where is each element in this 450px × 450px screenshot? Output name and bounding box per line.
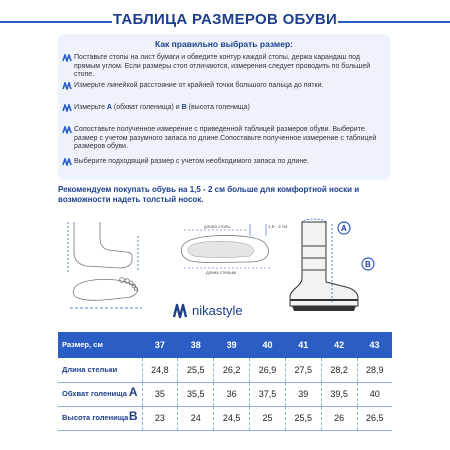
table-row: [58, 358, 392, 382]
nikastyle-logo-icon: [62, 104, 72, 112]
size-cell: 42: [321, 332, 357, 358]
table-cell: 35,5: [178, 382, 214, 406]
table-row: [58, 406, 392, 430]
table-cell: 26,9: [250, 358, 286, 382]
guide-rule-4: [74, 126, 384, 152]
table-cell: 28,9: [357, 358, 392, 382]
size-cell: 39: [214, 332, 250, 358]
foot-measure-illustration: [62, 216, 162, 316]
boot-letter-b: В: [365, 260, 371, 269]
nikastyle-logo-icon: [62, 54, 72, 62]
guide-rule-2: [74, 82, 384, 91]
row-label: [58, 406, 142, 430]
table-cell: 37,5: [250, 382, 286, 406]
row-label-text: Обхват голенища: [62, 389, 127, 398]
guide-rule-1: [74, 54, 384, 80]
table-cell: 26,5: [357, 406, 392, 430]
nikastyle-logo-icon: [62, 158, 72, 166]
table-cell: 40: [357, 382, 392, 406]
guide-rule-text-post: (высота голенища): [186, 104, 250, 111]
guide-rule-text: Сопоставьте полученное измерение с приведенной таблицей размеров обуви. Выберите размер с учетом разумного запаса по длине.Сопоставьте полученное измерение с таблицей размеров обуви.: [74, 126, 377, 151]
guide-rule-text-pre: Измерьте: [74, 104, 107, 111]
table-cell: 27,5: [285, 358, 321, 382]
size-cell: 37: [142, 332, 178, 358]
guide-rule-text: Выберите подходящий размер с учетом необходимого запаса по длине.: [74, 158, 310, 165]
table-cell: 39,5: [321, 382, 357, 406]
insole-top-label: длина стопы: [204, 224, 231, 229]
row-label-text: Высота голенища: [62, 413, 129, 422]
size-cell: 38: [178, 332, 214, 358]
insole-measure-illustration: [174, 216, 294, 316]
row-letter: А: [128, 384, 138, 399]
guide-rule-5: [74, 158, 384, 167]
table-cell: 23: [142, 406, 178, 430]
brand-name: nikastyle: [192, 303, 243, 318]
guide-subtitle: Как правильно выбрать размер:: [155, 39, 293, 49]
table-cell: 28,2: [321, 358, 357, 382]
brand-logo: [172, 302, 312, 320]
table-cell: 25,5: [285, 406, 321, 430]
guide-rule-3: [74, 104, 384, 113]
table-cell: 24: [178, 406, 214, 430]
table-cell: 35: [142, 382, 178, 406]
guide-card: [58, 34, 390, 180]
size-cell: 40: [250, 332, 286, 358]
measure-b-letter: В: [181, 104, 187, 111]
row-label: [58, 382, 142, 406]
guide-rule-text-mid: (обхват голенища) и: [111, 104, 182, 111]
table-cell: 24,5: [214, 406, 250, 430]
table-cell: 25,5: [178, 358, 214, 382]
insole-bottom-label: длина стельки: [206, 270, 237, 275]
row-label: [58, 358, 142, 382]
measure-a-letter: А: [106, 104, 112, 111]
allowance-label: 1,5 - 2 см: [268, 224, 288, 229]
row-letter: В: [128, 408, 138, 423]
table-cell: 24,8: [142, 358, 178, 382]
table-cell: 39: [285, 382, 321, 406]
table-row: [58, 382, 392, 406]
size-cell: 41: [285, 332, 321, 358]
boot-letter-a: А: [341, 224, 347, 233]
row-label-text: Длина стельки: [62, 364, 118, 374]
table-cell: 36: [214, 382, 250, 406]
table-cell: 25: [250, 406, 286, 430]
nikastyle-logo-icon: [62, 82, 72, 90]
guide-rule-text: Поставьте стопы на лист бумаги и обведите контур каждой стопы, держа карандаш под прямым углом. Если размеры стоп отличаются, измерения следует проводить по большей стопе.: [74, 54, 371, 79]
size-header-label: Размер, см: [58, 332, 142, 358]
size-table-header: [58, 332, 392, 358]
page-title: ТАБЛИЦА РАЗМЕРОВ ОБУВИ: [112, 11, 338, 33]
nikastyle-logo-icon: [62, 126, 72, 134]
nikastyle-logo-icon: [172, 303, 188, 319]
size-cell: 43: [357, 332, 392, 358]
boot-measure-illustration: [286, 216, 386, 316]
table-cell: 26,2: [214, 358, 250, 382]
recommendation-text: Рекомендуем покупать обувь на 1,5 - 2 см больше для комфортной носки и возможности надеть толстый носок.: [58, 185, 360, 204]
size-table: [58, 332, 392, 431]
table-cell: 26: [321, 406, 357, 430]
guide-rule-text: Измерьте линейкой расстояние от крайней точки большого пальца до пятки.: [74, 82, 324, 89]
